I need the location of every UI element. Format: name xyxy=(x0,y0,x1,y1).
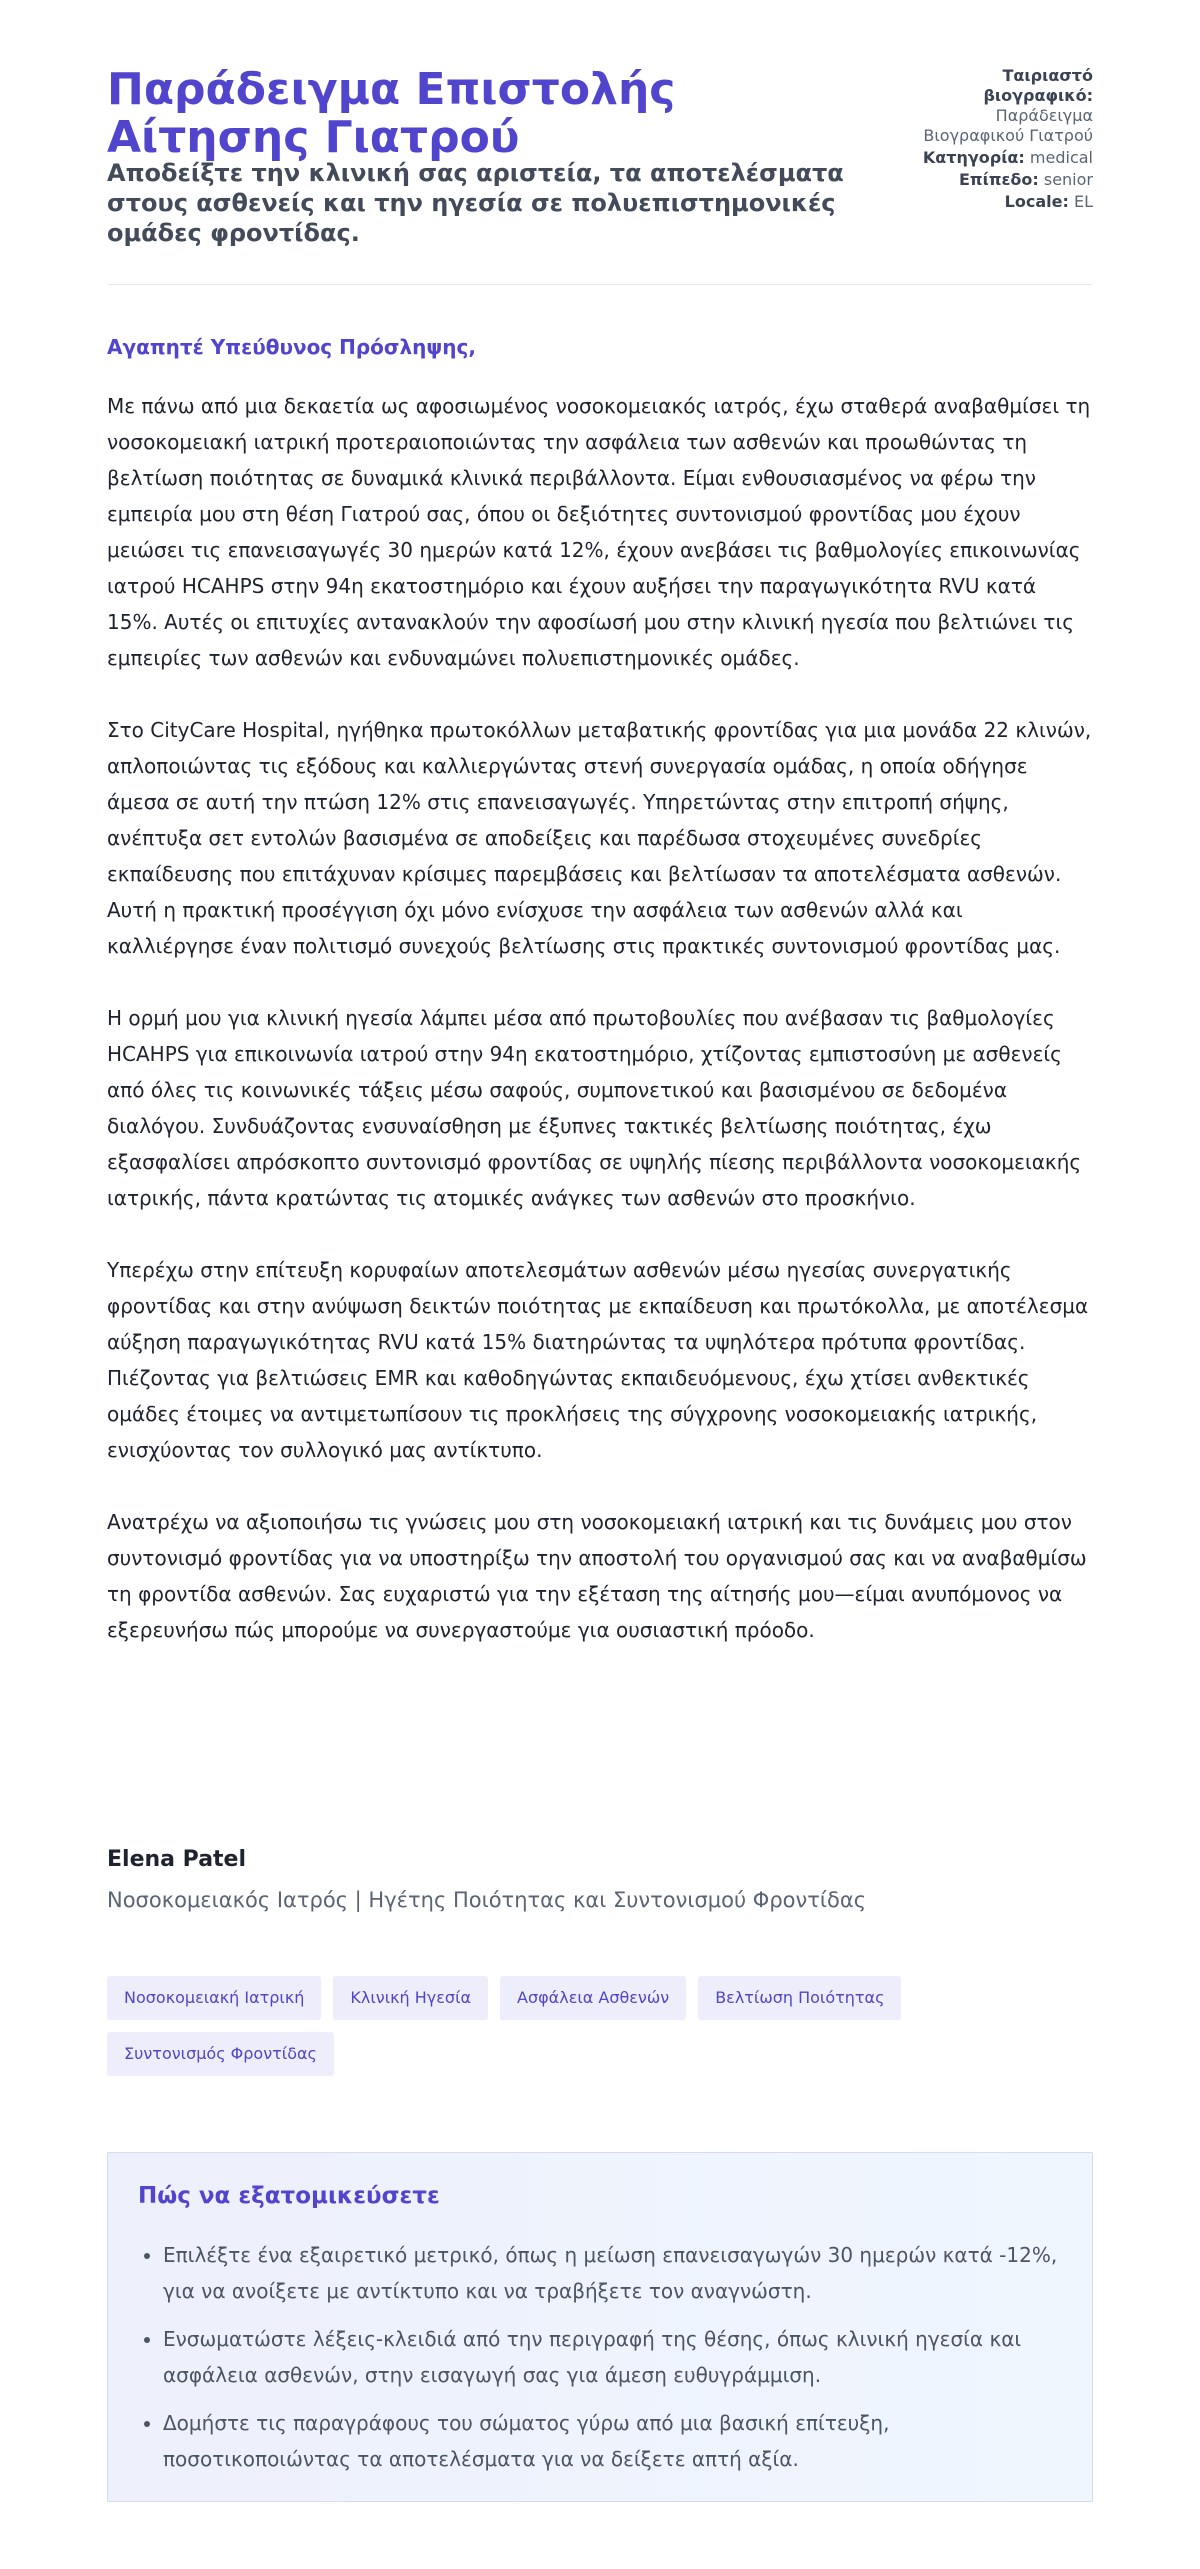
meta-level-label: Επίπεδο: xyxy=(959,170,1039,189)
signature-name: Elena Patel xyxy=(107,1847,247,1872)
meta-category-value: medical xyxy=(1029,148,1093,167)
meta-locale-value: EL xyxy=(1073,192,1093,211)
meta-category xyxy=(893,148,1093,168)
meta-level xyxy=(893,170,1093,190)
page-subtitle: Αποδείξτε την κλινική σας αριστεία, τα αποτελέσματα στους ασθενείς και την ηγεσία σε πολυεπιστημονικές ομάδες φροντίδας. xyxy=(107,159,844,247)
letter-paragraph: Με πάνω από μια δεκαετία ως αφοσιωμένος νοσοκομειακός ιατρός, έχω σταθερά αναβαθμίσει τη νοσοκομειακή ιατρική προτεραιοποιώντας την ασφάλεια των ασθενών και προωθώντας τη βελτίωση ποιότητας σε δυναμικά κλινικά περιβάλλοντα. Είμαι ενθουσιασμένος να φέρω την εμπειρία μου στη θέση Γιατρού σας, όπου οι δεξιότητες συντονισμού φροντίδας μου έχουν μειώσει τις επανεισαγωγές 30 ημερών κατά 12%, έχουν ανεβάσει τις βαθμολογίες επικοινωνίας ιατρού HCAHPS στην 94η εκατοστημόριο και έχουν αυξήσει την παραγωγικότητα RVU κατά 15%. Αυτές οι επιτυχίες αντανακλούν την αφοσίωσή μου στην κλινική ηγεσία που βελτιώνει τις εμπειρίες των ασθενών και ενδυναμώνει πολυεπιστημονικές ομάδες. xyxy=(107,394,1091,670)
page-title: Παράδειγμα Επιστολής Αίτησης Γιατρού xyxy=(107,64,676,163)
header-divider xyxy=(107,284,1093,285)
skill-tag[interactable]: Νοσοκομειακή Ιατρική xyxy=(107,1976,321,2020)
letter-paragraph: Ανατρέχω να αξιοποιήσω τις γνώσεις μου στη νοσοκομειακή ιατρική και τις δυνάμεις μου στον συντονισμό φροντίδας για να υποστηρίξω την αποστολή του οργανισμού σας και να αναβαθμίσω τη φροντίδα ασθενών. Σας ευχαριστώ για την εξέταση της αίτησής μου—είμαι ανυπόμονος να εξερευνήσω πώς μπορούμε να συνεργαστούμε για ουσιαστική πρόοδο. xyxy=(107,1510,1087,1642)
skill-tag[interactable]: Βελτίωση Ποιότητας xyxy=(698,1976,901,2020)
meta-panel xyxy=(893,66,1093,214)
skill-tag[interactable]: Κλινική Ηγεσία xyxy=(333,1976,488,2020)
letter-paragraph: Στο CityCare Hospital, ηγήθηκα πρωτοκόλλων μεταβατικής φροντίδας για μια μονάδα 22 κλινών, απλοποιώντας τις εξόδους και καλλιεργώντας στενή συνεργασία ομάδας, η οποία οδήγησε άμεσα σε αυτή την πτώση 12% στις επανεισαγωγές. Υπηρετώντας στην επιτροπή σήψης, ανέπτυξα σετ εντολών βασισμένα σε αποδείξεις και παρέδωσα στοχευμένες συνεδρίες εκπαίδευσης που επιτάχυναν κρίσιμες παρεμβάσεις και βελτίωσαν τα αποτελέσματα ασθενών. Αυτή η πρακτική προσέγγιση όχι μόνο ενίσχυσε την ασφάλεια των ασθενών αλλά και καλλιέργησε έναν πολιτισμό συνεχούς βελτίωσης στις πρακτικές συντονισμού φροντίδας μας. xyxy=(107,718,1092,958)
customization-tips-box xyxy=(107,2152,1093,2502)
tip-item: • Δομήστε τις παραγράφους του σώματος γύρω από μια βασική επίτευξη, ποσοτικοποιώντας τα αποτελέσματα για να δείξετε απτή αξία. xyxy=(163,2405,1073,2477)
letter-paragraph: Υπερέχω στην επίτευξη κορυφαίων αποτελεσμάτων ασθενών μέσω ηγεσίας συνεργατικής φροντίδας και στην ανύψωση δεικτών ποιότητας με εκπαίδευση και πρωτόκολλα, με αποτέλεσμα αύξηση παραγωγικότητας RVU κατά 15% διατηρώντας τα υψηλότερα πρότυπα φροντίδας. Πιέζοντας για βελτιώσεις EMR και καθοδηγώντας εκπαιδευόμενους, έχω χτίσει ανθεκτικές ομάδες έτοιμες να αντιμετωπίσουν τις προκλήσεις της σύγχρονης νοσοκομειακής ιατρικής, ενισχύοντας τον συλλογικό μας αντίκτυπο. xyxy=(107,1258,1089,1462)
page-header xyxy=(107,66,1093,284)
meta-resume-label: Ταιριαστό βιογραφικό: xyxy=(983,66,1093,105)
signature-title: Νοσοκομειακός Ιατρός | Ηγέτης Ποιότητας και Συντονισμού Φροντίδας xyxy=(107,1888,867,1912)
tip-item: • Ενσωματώστε λέξεις-κλειδιά από την περιγραφή της θέσης, όπως κλινική ηγεσία και ασφάλεια ασθενών, στην εισαγωγή σας για άμεση ευθυγράμμιση. xyxy=(163,2321,1073,2393)
meta-category-label: Κατηγορία: xyxy=(922,148,1025,167)
meta-resume xyxy=(893,66,1093,146)
tips-heading: Πώς να εξατομικεύσετε xyxy=(138,2183,440,2209)
meta-level-value: senior xyxy=(1043,170,1093,189)
skill-tags xyxy=(107,1976,1007,2076)
meta-resume-value[interactable]: Παράδειγμα Βιογραφικού Γιατρού xyxy=(923,106,1093,145)
meta-locale xyxy=(893,192,1093,212)
meta-locale-label: Locale: xyxy=(1004,192,1069,211)
letter-body xyxy=(107,388,1093,1684)
skill-tag[interactable]: Ασφάλεια Ασθενών xyxy=(500,1976,686,2020)
tip-item: • Επιλέξτε ένα εξαιρετικό μετρικό, όπως η μείωση επανεισαγωγών 30 ημερών κατά -12%, για να ανοίξετε με αντίκτυπο και να τραβήξετε τον αναγνώστη. xyxy=(163,2237,1073,2309)
letter-salutation: Αγαπητέ Υπεύθυνος Πρόσληψης, xyxy=(107,335,476,359)
tips-list xyxy=(138,2237,1073,2489)
skill-tag[interactable]: Συντονισμός Φροντίδας xyxy=(107,2032,334,2076)
letter-paragraph: Η ορμή μου για κλινική ηγεσία λάμπει μέσα από πρωτοβουλίες που ανέβασαν τις βαθμολογίες HCAHPS για επικοινωνία ιατρού στην 94η εκατοστημόριο, χτίζοντας εμπιστοσύνη με ασθενείς από όλες τις κοινωνικές τάξεις μέσω σαφούς, συμπονετικού και βασισμένου σε δεδομένα διαλόγου. Συνδυάζοντας ενσυναίσθηση με έξυπνες τακτικές βελτίωσης ποιότητας, έχω εξασφαλίσει απρόσκοπτο συντονισμό φροντίδας σε υψηλής πίεσης περιβάλλοντα νοσοκομειακής ιατρικής, πάντα κρατώντας τις ατομικές ανάγκες των ασθενών στο προσκήνιο. xyxy=(107,1006,1082,1210)
